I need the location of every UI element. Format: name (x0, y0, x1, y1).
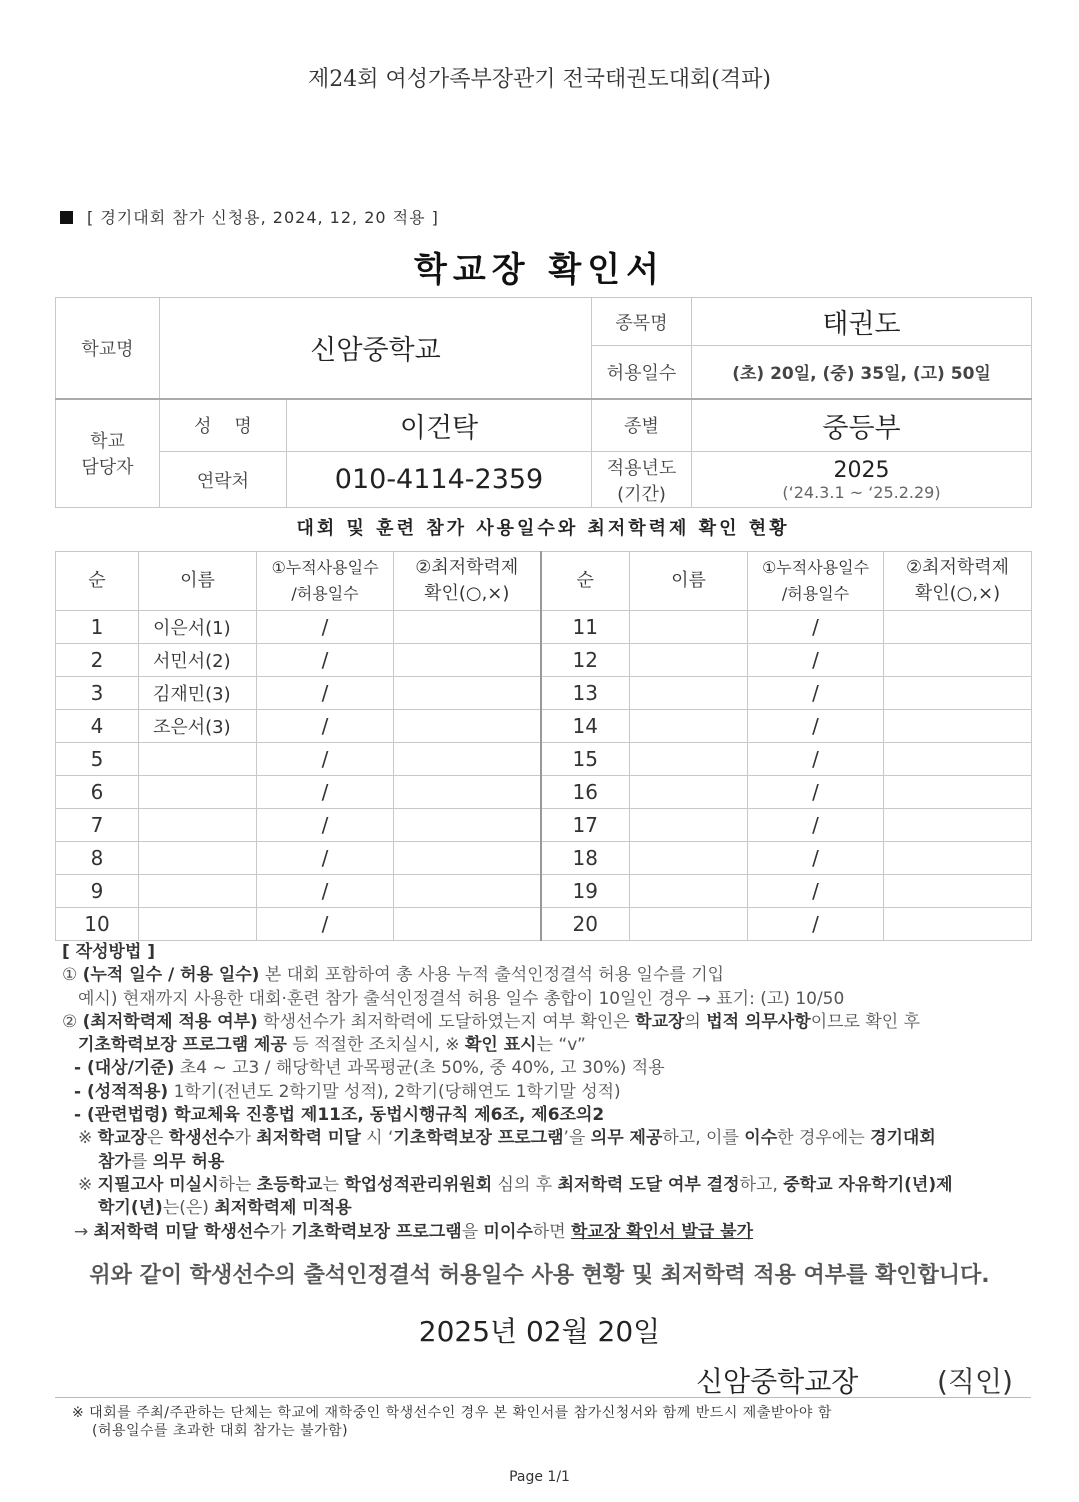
row-name: 조은서(3) (139, 710, 257, 743)
row-no-2: 19 (541, 875, 630, 908)
row-check (394, 776, 541, 809)
row-name (139, 842, 257, 875)
apply-note-text: [ 경기대회 참가 신청용, 2024, 12, 20 적용 ] (87, 208, 439, 227)
row-name-2 (630, 809, 748, 842)
row-check-2 (884, 842, 1032, 875)
manager-name-value: 이건탁 (287, 399, 592, 452)
row-no: 3 (56, 677, 139, 710)
header-no: 순 (56, 552, 139, 611)
square-bullet-icon (60, 211, 73, 224)
header-name: 이름 (139, 552, 257, 611)
row-days: / (257, 611, 394, 644)
row-days-2: / (748, 842, 884, 875)
row-name-2 (630, 908, 748, 941)
row-no-2: 20 (541, 908, 630, 941)
row-no-2: 16 (541, 776, 630, 809)
row-name: 김재민(3) (139, 677, 257, 710)
issue-date: 2025년 02월 20일 (418, 1315, 661, 1348)
row-days: / (257, 710, 394, 743)
row-no: 2 (56, 644, 139, 677)
row-no-2: 14 (541, 710, 630, 743)
row-no: 1 (56, 611, 139, 644)
table-row (56, 677, 1032, 710)
row-name-2 (630, 710, 748, 743)
row-check (394, 644, 541, 677)
row-check-2 (884, 611, 1032, 644)
year-label: 적용년도 (기간) (592, 452, 692, 508)
row-name (139, 809, 257, 842)
row-no: 5 (56, 743, 139, 776)
row-days: / (257, 644, 394, 677)
page-title: 학교장 확인서 (414, 250, 665, 290)
row-days: / (257, 908, 394, 941)
contact-label: 연락처 (160, 452, 287, 508)
row-days-2: / (748, 710, 884, 743)
header-no-2: 순 (541, 552, 630, 611)
section-title: 대회 및 훈련 참가 사용일수와 최저학력제 확인 현황 (296, 518, 790, 539)
row-check (394, 743, 541, 776)
instructions: [ 작성방법 ] ① (누적 일수 / 허용 일수) 본 대회 포함하여 총 사용 누적 출석인정결석 허용 일수를 기입 예시) 현재까지 사용한 대회·훈련 참가 출석인정결석 허용 일수 총합이 10일인 경우 → 표기: (고) 10/50 ② (최저학력제 적용 여부) 학생선수가 최저학력에 도달하였는지 여부 확인은 학교장의 법적 의무사항이므로 확인 후 기초학력보장 프로그램 제공 등 적절한 조치실시, ※ 확인 표시는 “v” - (대상/기준) 초4 ~ 고3 / 해당학년 과목평균(초 50%, 중 40%, 고 30%) 적용 - (성적적용) 1학기(전년도 2학기말 성적), 2학기(당해연도 1학기말 성적) - (관련법령) 학교체육 진흥법 제11조, 동법시행규칙 제6조, 제6조의2 ※ 학교장은 학생선수가 최저학력 미달 시 ‘기초학력보장 프로그램’을 의무 제공하고, 이를 이수한 경우에는 경기대회 참가를 의무 허용 ※ 지필고사 미실시하는 초등학교는 학업성적관리위원회 심의 후 최저학력 도달 여부 결정하고, 중학교 자유학기(년)제 학기(년)는(은) 최저학력제 미적용 → 최저학력 미달 학생선수가 기초학력보장 프로그램을 미이수하면 학교장 확인서 발급 불가 (62, 942, 953, 1242)
row-name (139, 908, 257, 941)
manager-label: 학교 담당자 (56, 399, 160, 508)
table-row (56, 842, 1032, 875)
row-no-2: 15 (541, 743, 630, 776)
info-table (55, 297, 1032, 508)
contact-value: 010-4114-2359 (287, 452, 592, 508)
row-days: / (257, 677, 394, 710)
allowed-days-value: (초) 20일, (중) 35일, (고) 50일 (692, 346, 1032, 399)
athlete-table-body (56, 611, 1032, 941)
header-check-2: ②최저학력제 확인(○,×) (884, 552, 1032, 611)
row-no-2: 13 (541, 677, 630, 710)
row-check-2 (884, 809, 1032, 842)
row-days-2: / (748, 743, 884, 776)
principal-signature: 신암중학교장 (696, 1365, 859, 1398)
row-check-2 (884, 644, 1032, 677)
table-row (56, 611, 1032, 644)
row-days-2: / (748, 875, 884, 908)
athlete-table (55, 551, 1032, 941)
document-header-title: 제24회 여성가족부장관기 전국태권도대회(격파) (308, 67, 771, 92)
row-days-2: / (748, 611, 884, 644)
division-label: 종별 (592, 399, 692, 452)
school-name-label: 학교명 (56, 298, 160, 399)
row-name-2 (630, 677, 748, 710)
table-row (56, 908, 1032, 941)
table-row (56, 776, 1032, 809)
row-days: / (257, 809, 394, 842)
row-days-2: / (748, 776, 884, 809)
table-row (56, 875, 1032, 908)
row-check (394, 809, 541, 842)
row-name-2 (630, 842, 748, 875)
row-name-2 (630, 743, 748, 776)
row-name-2 (630, 644, 748, 677)
row-check-2 (884, 908, 1032, 941)
school-name-value: 신암중학교 (160, 298, 592, 399)
row-name-2 (630, 611, 748, 644)
row-name-2 (630, 875, 748, 908)
row-no: 4 (56, 710, 139, 743)
row-name: 이은서(1) (139, 611, 257, 644)
row-days: / (257, 743, 394, 776)
event-name-label: 종목명 (592, 298, 692, 346)
row-days-2: / (748, 677, 884, 710)
row-days: / (257, 842, 394, 875)
table-row (56, 710, 1032, 743)
allowed-days-label: 허용일수 (592, 346, 692, 399)
row-days-2: / (748, 908, 884, 941)
apply-note (60, 205, 439, 228)
row-name (139, 743, 257, 776)
confirmation-statement: 위와 같이 학생선수의 출석인정결석 허용일수 사용 현황 및 최저학력 적용 여부를 확인합니다. (89, 1263, 990, 1288)
footnote: ※ 대회를 주최/주관하는 단체는 학교에 재학중인 학생선수인 경우 본 확인서를 참가신청서와 함께 반드시 제출받아야 함 (허용일수를 초과한 대회 참가는 불가함) (72, 1405, 832, 1439)
row-check-2 (884, 710, 1032, 743)
official-seal-placeholder: (직인) (937, 1365, 1013, 1398)
year-value: 2025 (‘24.3.1 ~ ‘25.2.29) (692, 452, 1032, 508)
row-check (394, 908, 541, 941)
row-check (394, 677, 541, 710)
division-value: 중등부 (692, 399, 1032, 452)
row-check (394, 710, 541, 743)
row-no-2: 17 (541, 809, 630, 842)
row-name (139, 875, 257, 908)
row-no-2: 12 (541, 644, 630, 677)
header-days-2: ①누적사용일수 /허용일수 (748, 552, 884, 611)
manager-name-label: 성 명 (160, 399, 287, 452)
row-no: 9 (56, 875, 139, 908)
row-no: 10 (56, 908, 139, 941)
row-days-2: / (748, 809, 884, 842)
table-row (56, 809, 1032, 842)
row-no: 8 (56, 842, 139, 875)
row-check-2 (884, 776, 1032, 809)
row-no-2: 18 (541, 842, 630, 875)
divider (55, 1397, 1031, 1398)
row-name: 서민서(2) (139, 644, 257, 677)
row-check-2 (884, 875, 1032, 908)
row-days-2: / (748, 644, 884, 677)
row-days: / (257, 875, 394, 908)
table-row (56, 743, 1032, 776)
row-check-2 (884, 677, 1032, 710)
row-name-2 (630, 776, 748, 809)
page-number: Page 1/1 (509, 1469, 570, 1485)
row-check-2 (884, 743, 1032, 776)
row-no: 6 (56, 776, 139, 809)
header-check: ②최저학력제 확인(○,×) (394, 552, 541, 611)
row-no: 7 (56, 809, 139, 842)
row-days: / (257, 776, 394, 809)
row-check (394, 842, 541, 875)
table-row (56, 644, 1032, 677)
row-check (394, 611, 541, 644)
header-days: ①누적사용일수 /허용일수 (257, 552, 394, 611)
event-name-value: 태권도 (692, 298, 1032, 346)
row-no-2: 11 (541, 611, 630, 644)
row-check (394, 875, 541, 908)
header-name-2: 이름 (630, 552, 748, 611)
row-name (139, 776, 257, 809)
